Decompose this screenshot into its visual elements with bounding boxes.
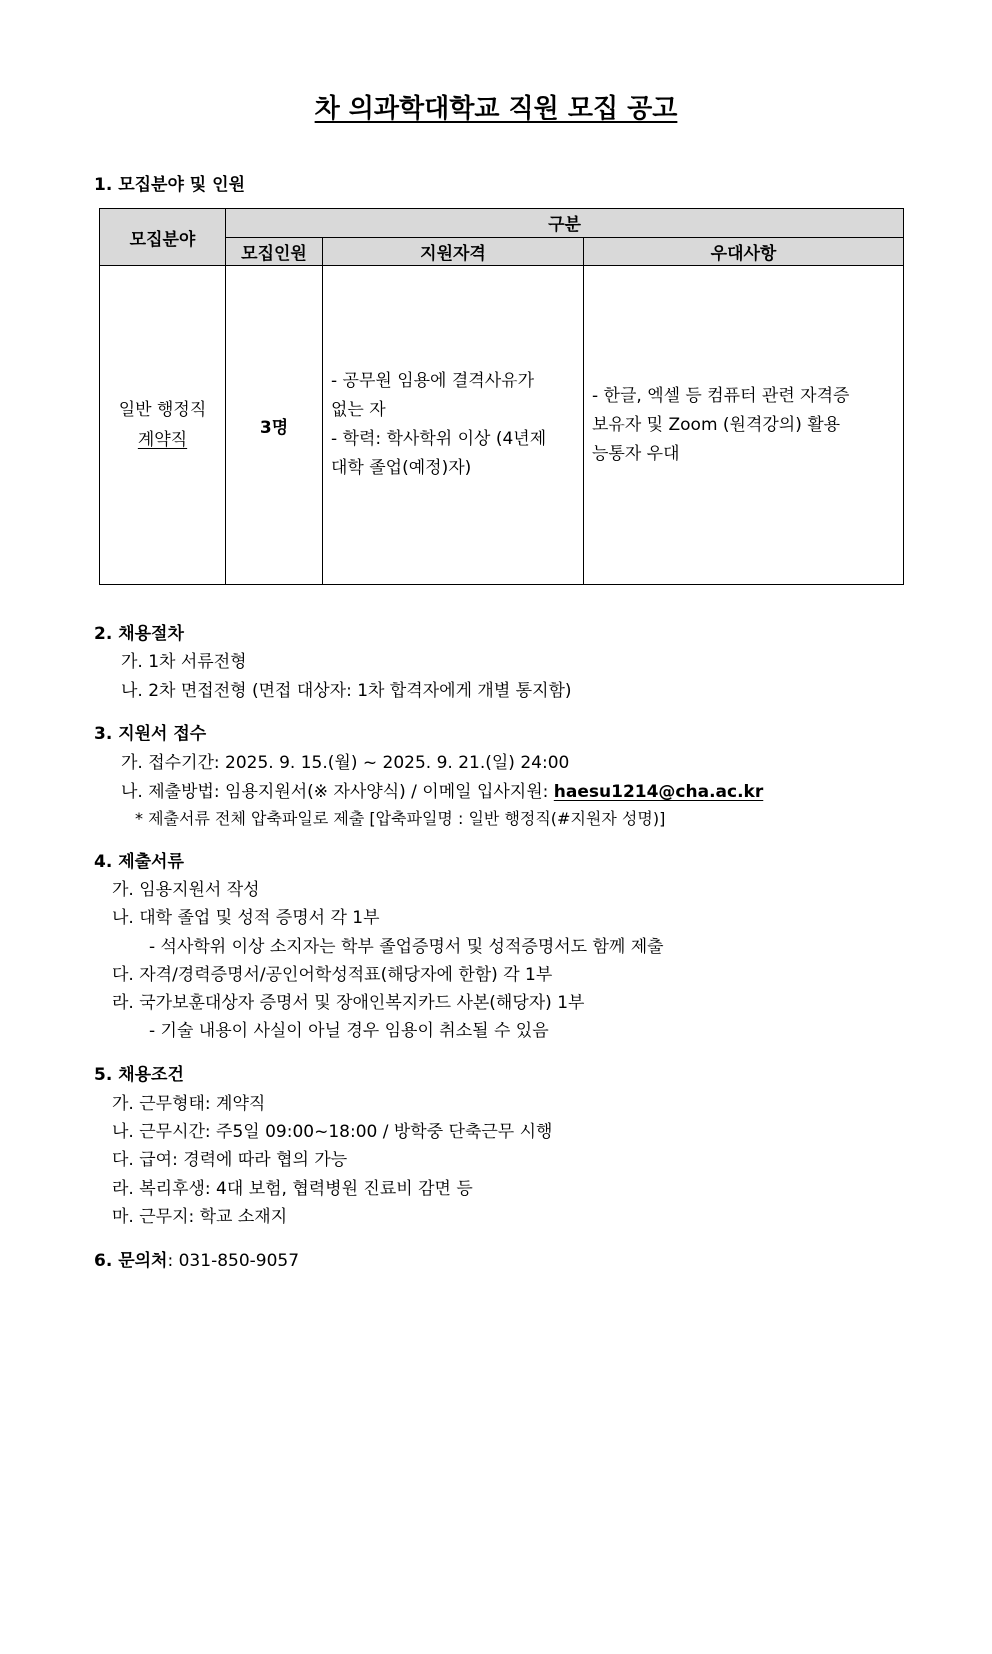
section-5-heading: 5. 채용조건 bbox=[94, 1065, 184, 1085]
section-6-heading bbox=[94, 1246, 299, 1271]
document-subitem: - 기술 내용이 사실이 아닐 경우 임용이 취소될 수 있음 bbox=[149, 1021, 549, 1041]
document-item: 나. 대학 졸업 및 성적 증명서 각 1부 bbox=[112, 908, 380, 928]
procedure-item: 가. 1차 서류전형 bbox=[121, 652, 247, 672]
document-subitem: - 석사학위 이상 소지자는 학부 졸업증명서 및 성적증명서도 함께 제출 bbox=[149, 937, 664, 957]
contact-phone: : 031-850-9057 bbox=[167, 1251, 300, 1271]
pref-line-2: 보유자 및 Zoom (원격강의) 활용 bbox=[592, 414, 841, 435]
condition-item: 라. 복리후생: 4대 보험, 협력병원 진료비 감면 등 bbox=[112, 1179, 473, 1199]
section-4-heading: 4. 제출서류 bbox=[94, 852, 184, 872]
page-title bbox=[0, 88, 992, 125]
contact-heading: 6. 문의처 bbox=[94, 1251, 168, 1271]
document-item: 라. 국가보훈대상자 증명서 및 장애인복지카드 사본(해당자) 1부 bbox=[112, 993, 585, 1013]
cell-qualification bbox=[323, 266, 584, 585]
condition-item: 다. 급여: 경력에 따라 협의 가능 bbox=[112, 1150, 348, 1170]
recruitment-table bbox=[99, 208, 904, 585]
application-period: 가. 접수기간: 2025. 9. 15.(월) ~ 2025. 9. 21.(일) 24:00 bbox=[121, 753, 570, 773]
pref-line-1: - 한글, 엑셀 등 컴퓨터 관련 자격증 bbox=[592, 385, 850, 406]
procedure-item: 나. 2차 면접전형 (면접 대상자: 1차 합격자에게 개별 통지함) bbox=[121, 681, 572, 701]
pref-line-3: 능통자 우대 bbox=[592, 443, 680, 464]
submission-note: * 제출서류 전체 압축파일로 제출 [압축파일명 : 일반 행정직(#지원자 성명)] bbox=[135, 809, 666, 828]
email-link[interactable]: haesu1214@cha.ac.kr bbox=[553, 782, 764, 802]
cell-field bbox=[100, 266, 226, 585]
cell-preference bbox=[584, 266, 904, 585]
document-item: 다. 자격/경력증명서/공인어학성적표(해당자에 한함) 각 1부 bbox=[112, 965, 553, 985]
section-3-heading: 3. 지원서 접수 bbox=[94, 724, 207, 744]
condition-item: 가. 근무형태: 계약직 bbox=[112, 1094, 266, 1114]
section-2-heading: 2. 채용절차 bbox=[94, 624, 184, 644]
submission-method bbox=[121, 777, 763, 802]
qual-line-4: 대학 졸업(예정)자) bbox=[331, 458, 472, 478]
condition-item: 마. 근무지: 학교 소재지 bbox=[112, 1207, 288, 1227]
qual-line-1: - 공무원 임용에 결격사유가 bbox=[331, 371, 534, 391]
field-line-2: 계약직 bbox=[137, 430, 188, 450]
header-group: 구분 bbox=[226, 209, 904, 238]
qual-line-3: - 학력: 학사학위 이상 (4년제 bbox=[331, 429, 547, 449]
page-title-text: 차 의과학대학교 직원 모집 공고 bbox=[314, 94, 678, 124]
header-count: 모집인원 bbox=[226, 237, 323, 266]
qual-line-2: 없는 자 bbox=[331, 400, 386, 420]
section-1-heading: 1. 모집분야 및 인원 bbox=[94, 175, 245, 195]
document-item: 가. 임용지원서 작성 bbox=[112, 880, 260, 900]
field-line-1: 일반 행정직 bbox=[118, 400, 207, 420]
condition-item: 나. 근무시간: 주5일 09:00~18:00 / 방학중 단축근무 시행 bbox=[112, 1122, 553, 1142]
cell-count: 3명 bbox=[226, 266, 323, 585]
submission-method-text: 나. 제출방법: 임용지원서(※ 자사양식) / 이메일 입사지원: bbox=[121, 782, 554, 802]
header-field: 모집분야 bbox=[100, 209, 226, 266]
header-preference: 우대사항 bbox=[584, 237, 904, 266]
header-qualification: 지원자격 bbox=[323, 237, 584, 266]
